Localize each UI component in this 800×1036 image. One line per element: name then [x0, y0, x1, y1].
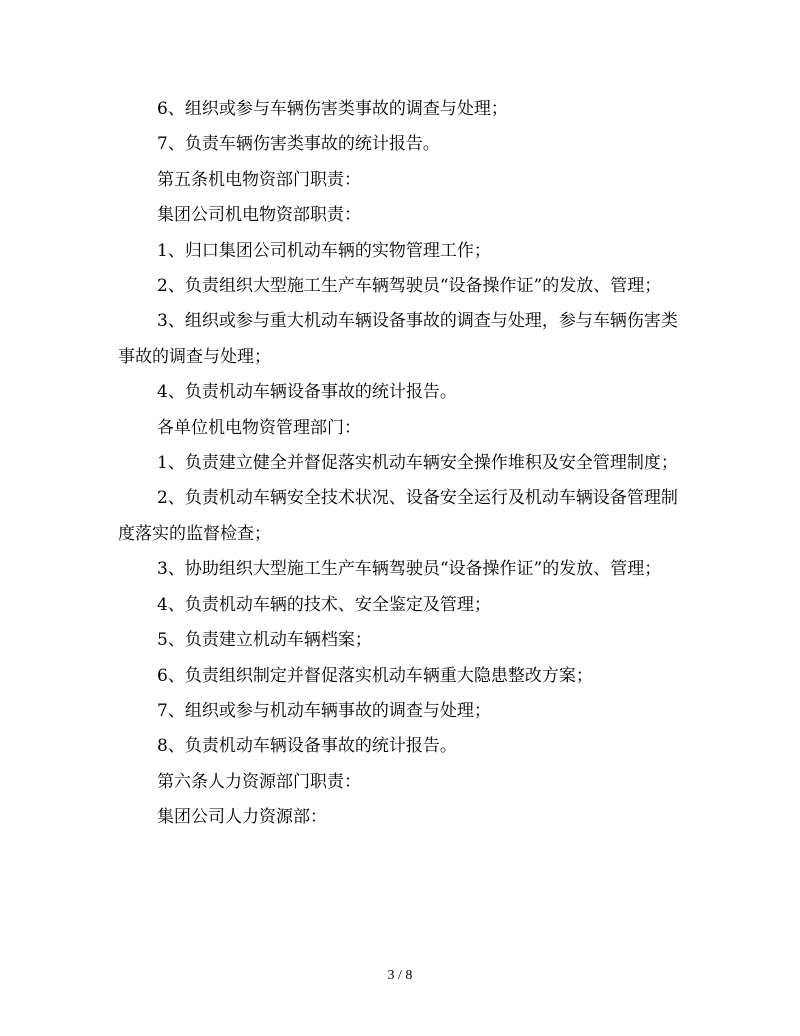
paragraph: 集团公司人力资源部： — [157, 807, 327, 828]
page-number: 3 / 8 — [387, 968, 413, 983]
paragraph: 1、归口集团公司机动车辆的实物管理工作； — [157, 240, 491, 261]
paragraph: 6、负责组织制定并督促落实机动车辆重大隐患整改方案； — [157, 665, 593, 686]
paragraph: 各单位机电物资管理部门： — [157, 417, 361, 438]
paragraph: 集团公司机电物资部职责： — [157, 205, 361, 226]
paragraph: 3、协助组织大型施工生产车辆驾驶员“设备操作证”的发放、管理； — [157, 559, 662, 580]
paragraph: 2、负责机动车辆安全技术状况、设备安全运行及机动车辆设备管理制度落实的监督检查； — [118, 488, 678, 544]
document-body — [118, 92, 686, 836]
paragraph: 1、负责建立健全并督促落实机动车辆安全操作堆积及安全管理制度； — [157, 453, 678, 474]
paragraph: 7、负责车辆伤害类事故的统计报告。 — [157, 134, 440, 155]
paragraph: 5、负责建立机动车辆档案； — [157, 630, 372, 651]
paragraph: 8、负责机动车辆设备事故的统计报告。 — [157, 736, 457, 757]
paragraph: 2、负责组织大型施工生产车辆驾驶员“设备操作证”的发放、管理； — [157, 276, 662, 297]
section-heading: 第六条人力资源部门职责： — [157, 771, 361, 792]
paragraph: 3、组织或参与重大机动车辆设备事故的调查与处理，参与车辆伤害类事故的调查与处理； — [118, 311, 678, 367]
paragraph: 4、负责机动车辆设备事故的统计报告。 — [157, 382, 457, 403]
paragraph: 7、组织或参与机动车辆事故的调查与处理； — [157, 700, 491, 721]
paragraph: 6、组织或参与车辆伤害类事故的调查与处理； — [157, 99, 508, 119]
paragraph: 4、负责机动车辆的技术、安全鉴定及管理； — [157, 594, 491, 615]
section-heading: 第五条机电物资部门职责： — [157, 169, 361, 190]
